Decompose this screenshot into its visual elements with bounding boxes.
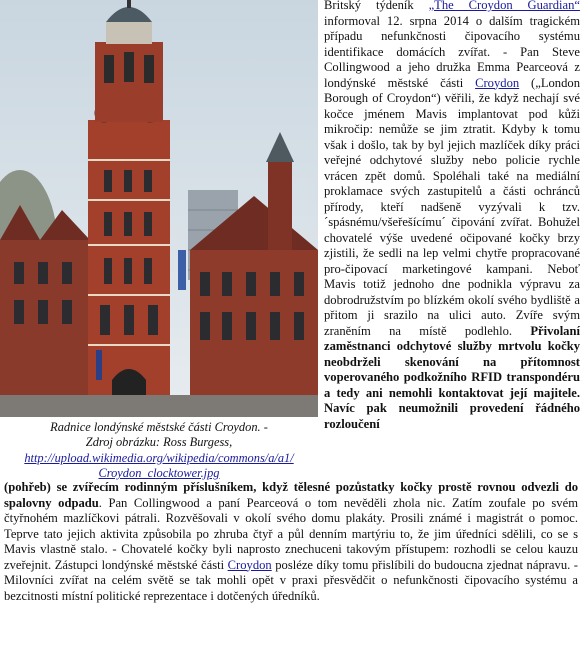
article-continuation [4,480,578,604]
caption-line-2: Zdroj obrázku: Ross Burgess, [85,435,233,450]
article-bold-text-continued: (pohřeb) se zvířecím rodinným příslušníkem, když tělesné pozůstatky kočky prostě rovnou odvezli do spalovny odpadu [4,480,578,510]
caption-source-link-1[interactable]: http://upload.wikimedia.org/wikipedia/commons/a/a1/ [24,450,294,465]
clocktower-photo [0,0,318,417]
article-text-4: . Pan Collingwood a paní Pearceová o tom nevěděli zhola nic. Zatím zoufale po svém čtyřnohém mazlíčkovi pátrali. Rozvěšovali v okolí svého domu plakáty. Prosili známé i magistrát o pomoc. Teprve tato jejich aktivita způsobila po zhruba čtyř a půl denním martýriu to, že jim úředníci sdělili, co se s Mavis vlastně stalo. - Chovatelé kočky byli naprosto znechuceni takovým přístupem: rozhodli se celou kauzu zveřejnit. Zástupci londýnské městské části [4,495,578,572]
caption-source-link-2[interactable]: Croydon_clocktower.jpg [98,466,220,481]
article-text-5: posléze díky tomu přislíbili do budoucna zjednat nápravu. - Milovníci zvířat na celém světě se tak mohli opět v praxi přesvědčit o nefunkčnosti čipovacího systému a bezcitnosti místní politické reprezentace i dotčených úředníků. [4,557,578,603]
article-column [324,0,580,432]
croydon-link[interactable]: Croydon [475,75,520,90]
article-bold-text: Přivolaní zaměstnanci odchytové služby mrtvolu kočky neobdrželi skenování na přítomnost voperovaného podkožního RFID transpondéru a tedy ani nemohli kontaktovat její majitele. Navíc pak neumožnili provedení řádného rozloučení [324,323,580,431]
caption-line-1: Radnice londýnské městské části Croydon. - [50,420,268,434]
figure [0,0,318,482]
newspaper-link[interactable]: „The Croydon Guardian“ [428,0,580,12]
article-text-2: informoval 12. srpna 2014 o dalším tragickém případu nefunkčnosti čipovacího systému identifikace domácích zvířat. - Pan Steve Collingwood a jeho družka Emma Pearceová z londýnské městské části [324,13,580,90]
image-caption [0,417,318,482]
article-text-3: („London Borough of Croydon“) věřili, že když nechají své kočce jménem Mavis implantovat pod kůži mikročip: nemůže se jim ztratit. Kdyby k tomu však i došlo, tak by byl jejich mazlíček díky práci veřejné odchytové služby nebo policie rychle vrácen zpět domů. Spoléhali také na mediální proklamace svých zastupitelů a části ochránců přírody, kteří nadšeně vyzývali k tzv. ´spásnému/všeřešícímu´ čipování zvířat. Bohužel chovatelé výše uvedené očipované kočky brzy zjistili, že sedli na lep velmi chytře propracované pro-čipovací marketingové kampani. Neboť Mavis totiž jednoho dne podnikla výpravu za dobrodružstvím po blízkém okolí svého bydliště a přitom ji srazilo na ulici auto. Zvíře svým zraněním na místě podlehlo. [324,75,580,338]
clocktower-illustration [0,0,318,417]
croydon-link-2[interactable]: Croydon [227,557,272,572]
article-text-1: Britský týdeník [324,0,429,12]
